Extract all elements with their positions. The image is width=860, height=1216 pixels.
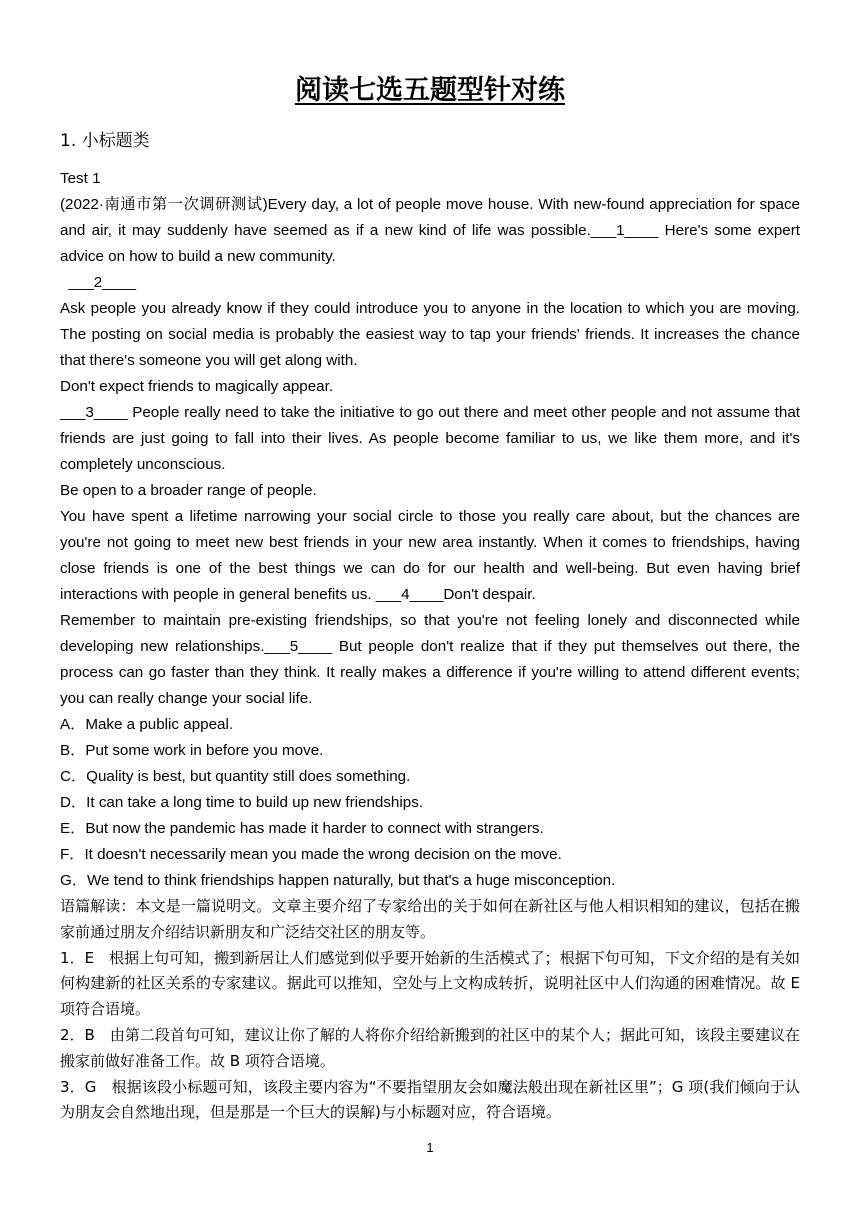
option-item: F．It doesn't necessarily mean you made the wrong decision on the move.	[60, 846, 562, 863]
passage-paragraph: ___2____	[60, 274, 137, 291]
analysis-paragraph: 语篇解读：本文是一篇说明文。文章主要介绍了专家给出的关于如何在新社区与他人相识相知的建议，包括在搬家前通过朋友介绍结识新朋友和广泛结交社区的朋友等。	[60, 897, 800, 941]
page-number: 1	[426, 1140, 434, 1155]
passage-paragraph: ___3____ People really need to take the initiative to go out there and meet other people and not assume that friends are just going to fall into their lives. As people become familiar to us, we like them more, and it's completely unconscious.	[60, 404, 800, 473]
option-item: G．We tend to think friendships happen naturally, but that's a huge misconception.	[60, 872, 616, 889]
option-item: B．Put some work in before you move.	[60, 742, 324, 759]
option-item: E．But now the pandemic has made it harder to connect with strangers.	[60, 820, 544, 837]
document-body	[60, 166, 800, 1126]
passage-paragraph: Don't expect friends to magically appear.	[60, 378, 334, 395]
passage-paragraph: Ask people you already know if they could introduce you to anyone in the location to which you are moving. The posting on social media is probably the easiest way to tap your friends' friends. It increases the chance that there's someone you will get along with.	[60, 300, 800, 369]
passage-paragraph: Be open to a broader range of people.	[60, 482, 317, 499]
page-title: 阅读七选五题型针对练	[295, 75, 565, 106]
passage-paragraph: (2022·南通市第一次调研测试)Every day, a lot of people move house. With new-found appreciation for space and air, it may suddenly have seemed as if a new kind of life was possible.___1____ Here's some expert advice on how to build a new community.	[60, 196, 800, 265]
option-item: C．Quality is best, but quantity still does something.	[60, 768, 411, 785]
option-item: D．It can take a long time to build up new friendships.	[60, 794, 424, 811]
option-item: A．Make a public appeal.	[60, 716, 234, 733]
passage-paragraph: Remember to maintain pre-existing friendships, so that you're not feeling lonely and disconnected while developing new relationships.___5____ But people don't realize that if they put themselves out there, the process can go faster than they think. It really makes a difference if you're willing to attend different events; you can really change your social life.	[60, 612, 800, 707]
analysis-paragraph: 2．B 由第二段首句可知，建议让你了解的人将你介绍给新搬到的社区中的某个人；据此可知，该段主要建议在搬家前做好准备工作。故 B 项符合语境。	[60, 1025, 800, 1070]
analysis-paragraph: 3．G 根据该段小标题可知，该段主要内容为“不要指望朋友会如魔法般出现在新社区里”；G 项(我们倾向于认为朋友会自然地出现，但是那是一个巨大的误解)与小标题对应，符合语境。	[60, 1077, 800, 1122]
analysis-paragraph: 1．E 根据上句可知，搬到新居让人们感觉到似乎要开始新的生活模式了；根据下句可知，下文介绍的是有关如何构建新的社区关系的专家建议。据此可以推知，空处与上文构成转折，说明社区中人们沟通的困难情况。故 E 项符合语境。	[60, 948, 800, 1019]
section-heading: 1. 小标题类	[60, 131, 150, 151]
test-label: Test 1	[60, 170, 101, 187]
passage-paragraph: You have spent a lifetime narrowing your social circle to those you really care about, but the chances are you're not going to meet new best friends in your new area instantly. When it comes to friendships, having close friends is one of the best things we can do for our health and well-being. But even having brief interactions with people in general benefits us. ___4____Don't despair.	[60, 508, 800, 603]
